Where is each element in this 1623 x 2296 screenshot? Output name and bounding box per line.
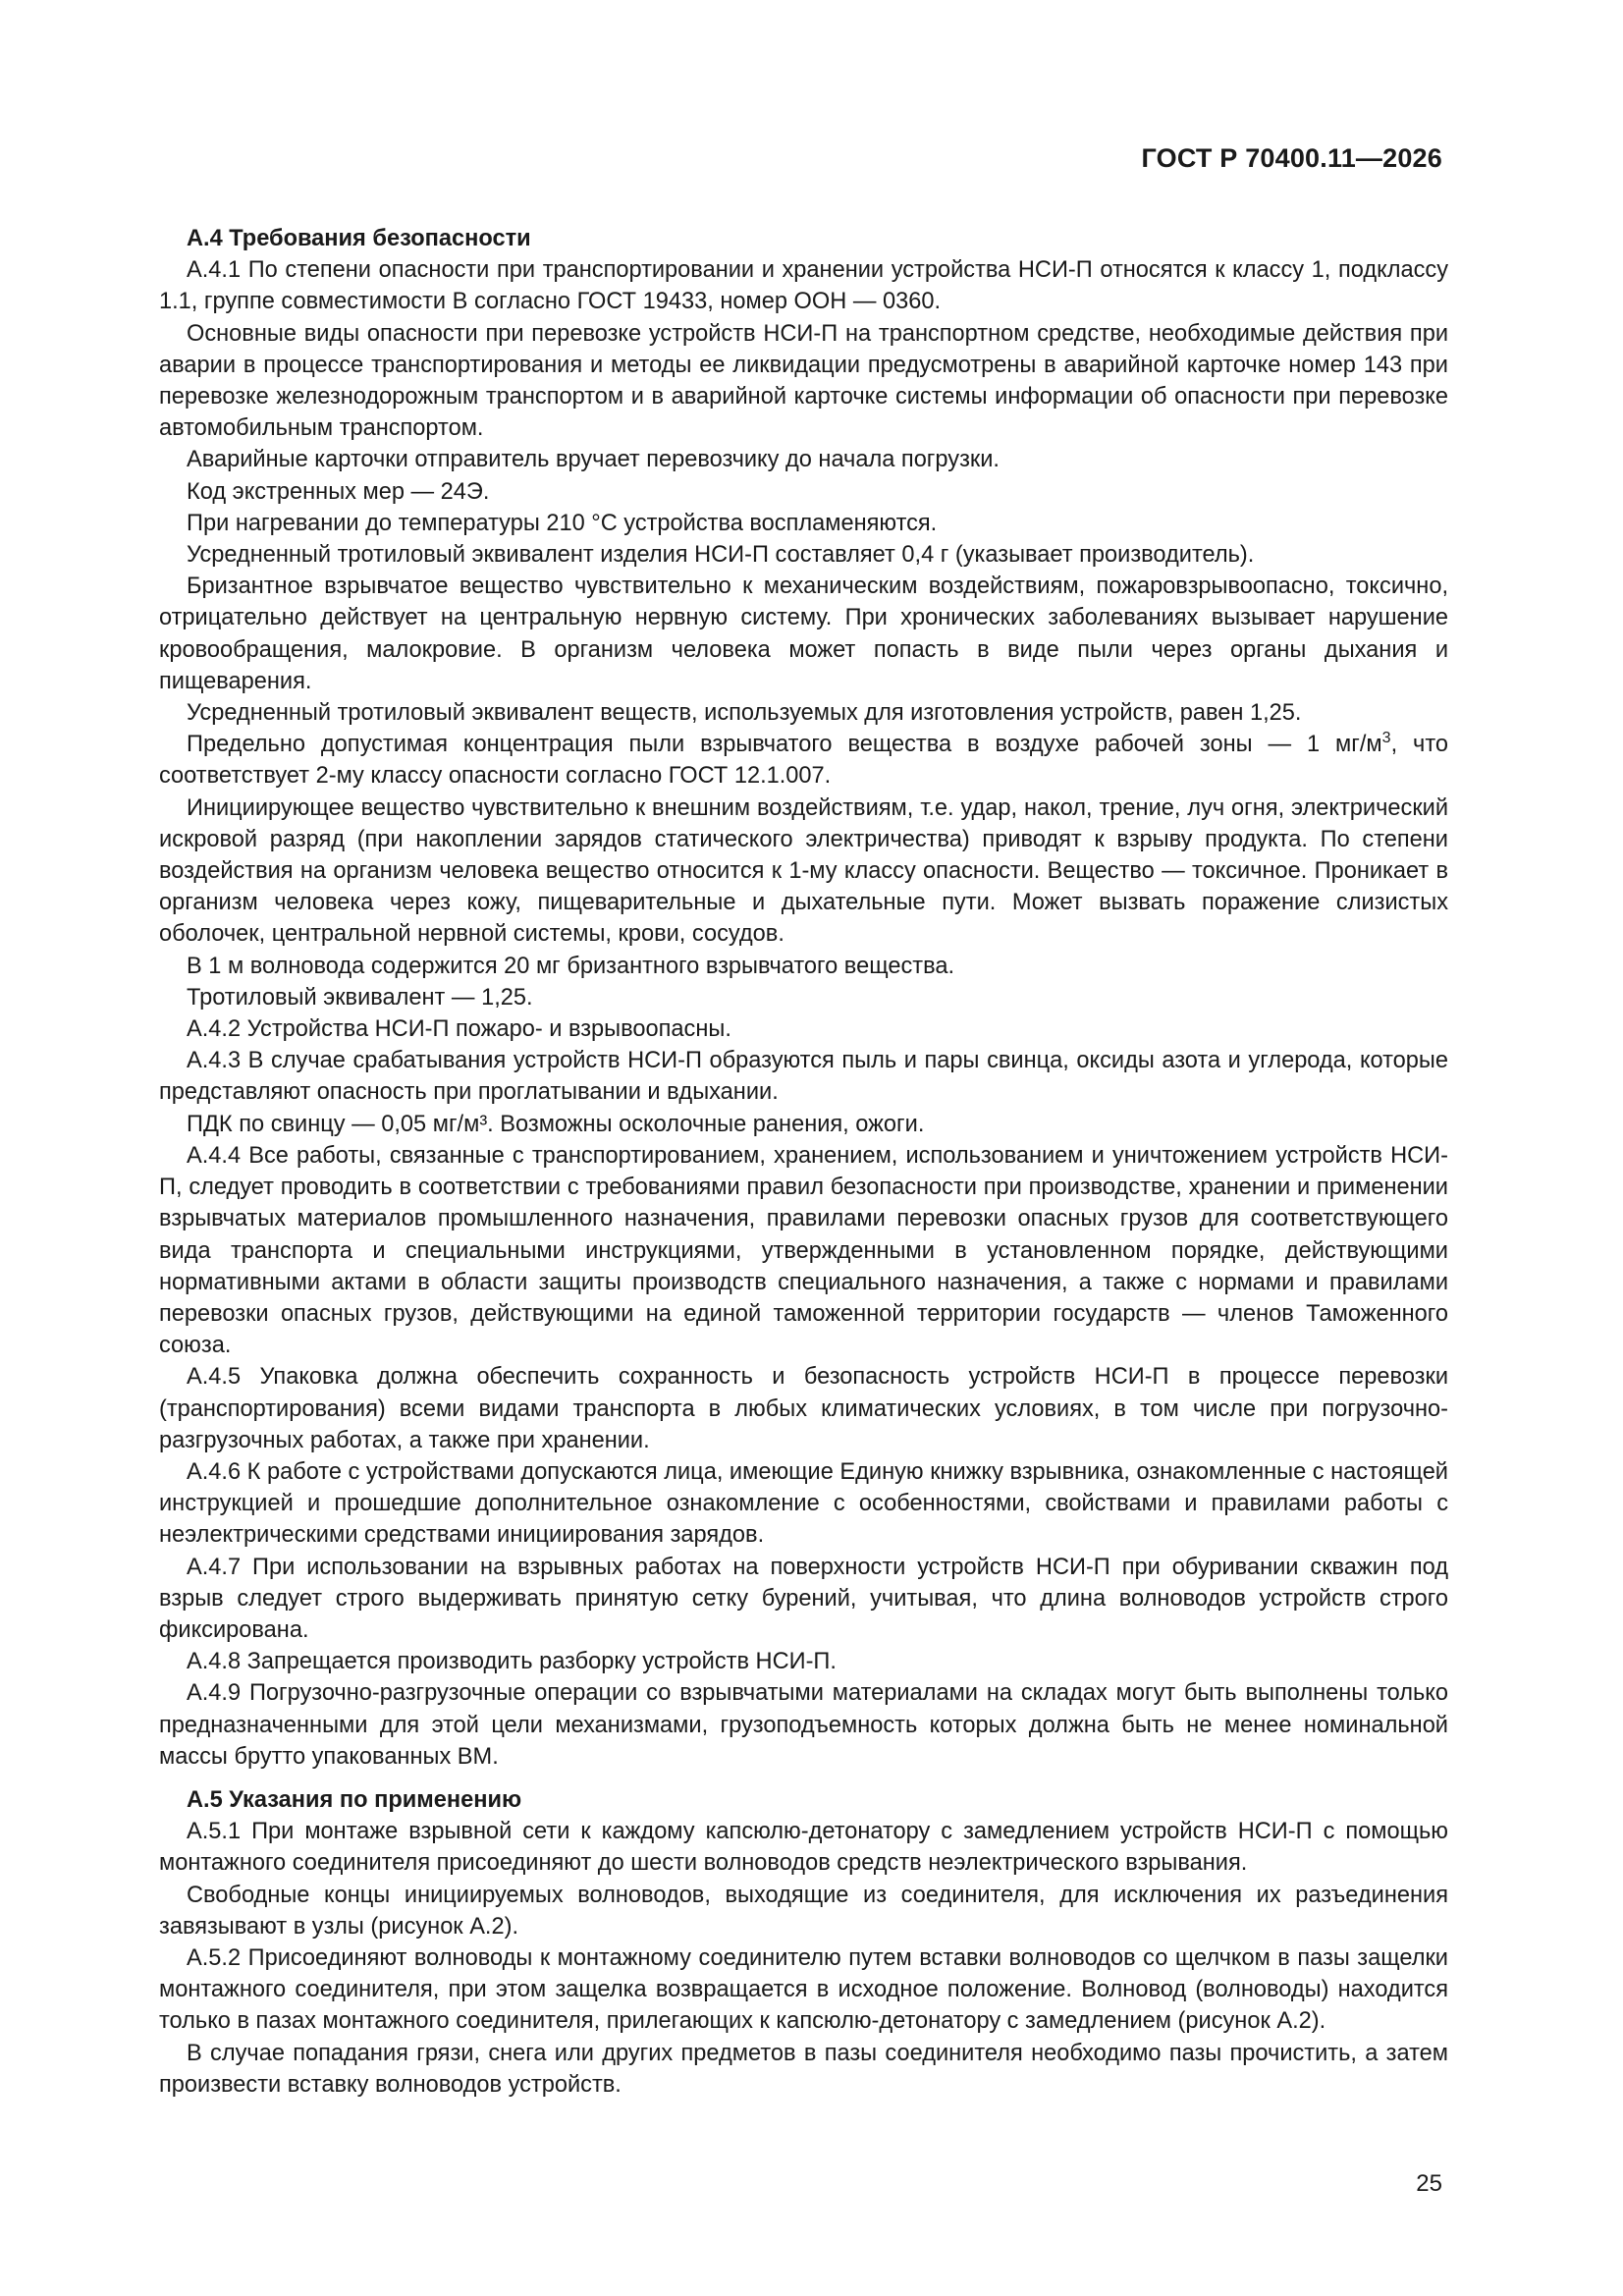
document-code: ГОСТ Р 70400.11—2026	[1141, 143, 1442, 173]
pdk-text-before: Предельно допустимая концентрация пыли взрывчатого вещества в воздухе рабочей зоны — 1 мг/м	[187, 732, 1382, 758]
pdk-text-after: , что соответствует 2-му классу опасности согласно ГОСТ 12.1.007.	[159, 732, 1448, 790]
paragraph: А.5.2 Присоединяют волноводы к монтажному соединителю путем вставки волноводов со щелчком в пазы защелки монтажного соединителя, при этом защелка возвращается в исходное положение. Волновод (волноводы) находится только в пазах монтажного соединителя, прилегающих к капсюлю-детонатору с замедлением (рисунок А.2).	[159, 1944, 1448, 2035]
document-body	[159, 223, 1448, 2101]
paragraph: А.4.1 По степени опасности при транспортировании и хранении устройства НСИ-П относятся к классу 1, подклассу 1.1, группе совместимости В согласно ГОСТ 19433, номер ООН — 0360.	[159, 257, 1448, 315]
paragraph: При нагревании до температуры 210 °С устройства воспламеняются.	[187, 510, 938, 536]
paragraph: Усредненный тротиловый эквивалент веществ, используемых для изготовления устройств, равен 1,25.	[187, 700, 1302, 727]
paragraph: А.4.7 При использовании на взрывных работах на поверхности устройств НСИ-П при обуривании скважин под взрыв следует строго выдерживать принятую сетку бурений, учитывая, что длина волноводов устройств строго фиксирована.	[159, 1554, 1448, 1643]
paragraph: Тротиловый эквивалент — 1,25.	[187, 984, 533, 1011]
paragraph: Основные виды опасности при перевозке устройств НСИ-П на транспортном средстве, необходимые действия при аварии в процессе транспортирования и методы ее ликвидации предусмотрены в аварийной карточке номер 143 при перевозке железнодорожным транспортом и в аварийной карточке системы информации об опасности при перевозке автомобильным транспортом.	[159, 320, 1448, 442]
section-a4-title: А.4 Требования безопасности	[187, 226, 531, 251]
paragraph: Бризантное взрывчатое вещество чувствительно к механическим воздействиям, пожаровзрывоопасно, токсично, отрицательно действует на центральную нервную систему. При хронических заболеваниях вызывает нарушение кровообращения, малокровие. В организм человека может попасть в виде пыли через органы дыхания и пищеварения.	[159, 574, 1448, 694]
paragraph: Свободные концы инициируемых волноводов, выходящие из соединителя, для исключения их разъединения завязывают в узлы (рисунок А.2).	[159, 1882, 1448, 1940]
paragraph: В случае попадания грязи, снега или других предметов в пазы соединителя необходимо пазы прочистить, а затем произвести вставку волноводов устройств.	[159, 2040, 1448, 2098]
paragraph: ПДК по свинцу — 0,05 мг/м³. Возможны осколочные ранения, ожоги.	[187, 1111, 925, 1137]
paragraph: Код экстренных мер — 24Э.	[187, 478, 490, 505]
paragraph: Инициирующее вещество чувствительно к внешним воздействиям, т.е. удар, накол, трение, луч огня, электрический искровой разряд (при накоплении зарядов статического электричества) приводят к взрыву продукта. По степени воздействия на организм человека вещество относится к 1-му классу опасности. Вещество — токсичное. Проникает в организм человека через кожу, пищеварительные и дыхательные пути. Может вызвать поражение слизистых оболочек, центральной нервной системы, крови, сосудов.	[159, 794, 1448, 948]
paragraph: В 1 м волновода содержится 20 мг бризантного взрывчатого вещества.	[187, 953, 955, 979]
pdk-superscript: 3	[1381, 730, 1391, 747]
paragraph: А.4.8 Запрещается производить разборку устройств НСИ-П.	[187, 1649, 837, 1675]
paragraph: А.4.2 Устройства НСИ-П пожаро- и взрывоопасны.	[187, 1016, 731, 1043]
paragraph: А.4.3 В случае срабатывания устройств НСИ-П образуются пыль и пары свинца, оксиды азота и углерода, которые представляют опасность при проглатывании и вдыхании.	[159, 1048, 1448, 1106]
paragraph: А.4.9 Погрузочно-разгрузочные операции со взрывчатыми материалами на складах могут быть выполнены только предназначенными для этой цели механизмами, грузоподъемность которых должна быть не менее номинальной массы брутто упакованных ВМ.	[159, 1680, 1448, 1770]
paragraph: А.4.5 Упаковка должна обеспечить сохранность и безопасность устройств НСИ-П в процессе перевозки (транспортирования) всеми видами транспорта в любых климатических условиях, в том числе при погрузочно-разгрузочных работах, а также при хранении.	[159, 1364, 1448, 1453]
paragraph: Усредненный тротиловый эквивалент изделия НСИ-П составляет 0,4 г (указывает производитель).	[187, 542, 1255, 569]
paragraph: А.4.4 Все работы, связанные с транспортированием, хранением, использованием и уничтожением устройств НСИ-П, следует проводить в соответствии с требованиями правил безопасности при производстве, хранении и применении взрывчатых материалов промышленного назначения, правилами перевозки опасных грузов для соответствующего вида транспорта и специальными инструкциями, утвержденными в установленном порядке, действующими нормативными актами в области защиты производств специального назначения, а также с нормами и правилами перевозки опасных грузов, действующими на единой таможенной территории государств — членов Таможенного союза.	[159, 1142, 1448, 1359]
paragraph: А.4.6 К работе с устройствами допускаются лица, имеющие Единую книжку взрывника, ознакомленные с настоящей инструкцией и прошедшие дополнительное ознакомление с особенностями, свойствами и правилами работы с неэлектрическими средствами инициирования зарядов.	[159, 1458, 1448, 1549]
page-number: 25	[1416, 2170, 1442, 2197]
paragraph-pdk	[159, 729, 1448, 792]
paragraph: А.5.1 При монтаже взрывной сети к каждому капсюлю-детонатору с замедлением устройств НСИ-П с помощью монтажного соединителя присоединяют до шести волноводов средств неэлектрического взрывания.	[159, 1819, 1448, 1877]
paragraph: Аварийные карточки отправитель вручает перевозчику до начала погрузки.	[187, 447, 1000, 473]
section-a5-title: А.5 Указания по применению	[187, 1786, 522, 1813]
